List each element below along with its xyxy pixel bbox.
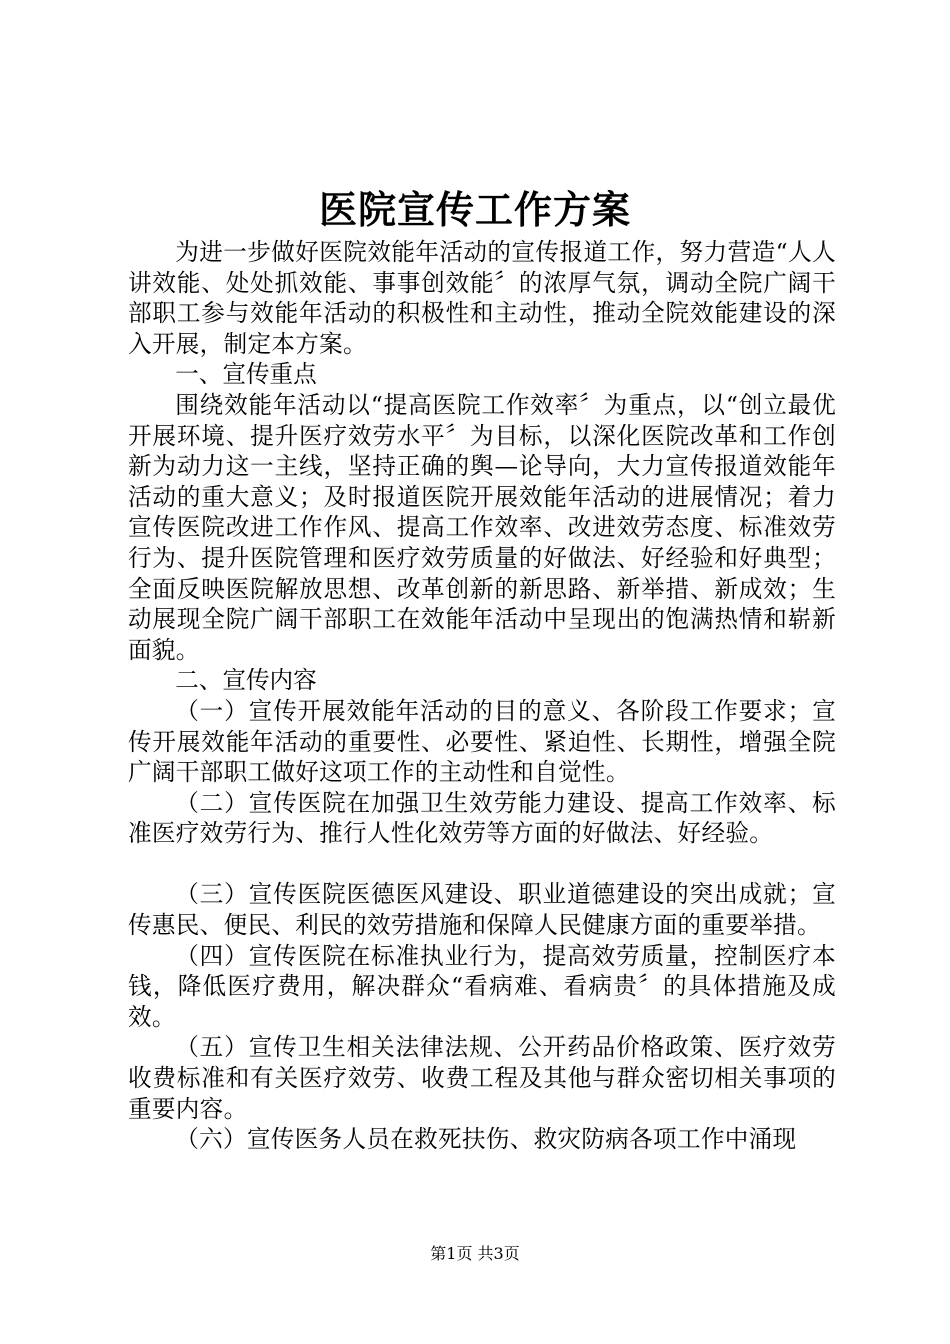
document-body [128,237,836,1155]
publicity-focus-paragraph: 围绕效能年活动以“提高医院工作效率〞为重点，以“创立最优开展环境、提升医疗效劳水平〞为目标，以深化医院改革和工作创新为动力这一主线，坚持正确的舆—论导向，大力宣传报道效能年活动的重大意义；及时报道医院开展效能年活动的进展情况；着力宣传医院改进工作作风、提高工作效率、改进效劳态度、标准效劳行为、提升医院管理和医疗效劳质量的好做法、好经验和好典型；全面反映医院解放思想、改革创新的新思路、新举措、新成效；生动展现全院广阔干部职工在效能年活动中呈现出的饱满热情和崭新面貌。 [128,390,836,664]
content-item-2: （二）宣传医院在加强卫生效劳能力建设、提高工作效率、标准医疗效劳行为、推行人性化效劳等方面的好做法、好经验。 [128,788,836,848]
paragraph-gap [128,849,836,880]
document-title: 医院宣传工作方案 [318,187,631,232]
section-heading-publicity-focus: 一、宣传重点 [175,360,317,389]
intro-paragraph: 为进一步做好医院效能年活动的宣传报道工作，努力营造“人人讲效能、处处抓效能、事事创效能〞的浓厚气氛，调动全院广阔干部职工参与效能年活动的积极性和主动性，推动全院效能建设的深入开展，制定本方案。 [128,238,836,358]
section-heading-publicity-content: 二、宣传内容 [175,666,317,695]
content-item-6: （六）宣传医务人员在救死扶伤、救灾防病各项工作中涌现 [175,1125,797,1154]
content-item-5: （五）宣传卫生相关法律法规、公开药品价格政策、医疗效劳收费标准和有关医疗效劳、收费工程及其他与群众密切相关事项的重要内容。 [128,1033,836,1123]
content-item-3: （三）宣传医院医德医风建设、职业道德建设的突出成就；宣传惠民、便民、利民的效劳措施和保障人民健康方面的重要举措。 [128,880,836,940]
page-footer: 第1页 共3页 [430,1244,520,1263]
content-item-1: （一）宣传开展效能年活动的目的意义、各阶段工作要求；宣传开展效能年活动的重要性、必要性、紧迫性、长期性，增强全院广阔干部职工做好这项工作的主动性和自觉性。 [128,696,836,787]
content-item-4: （四）宣传医院在标准执业行为，提高效劳质量，控制医疗本钱，降低医疗费用，解决群众“看病难、看病贵〞的具体措施及成效。 [128,941,836,1031]
